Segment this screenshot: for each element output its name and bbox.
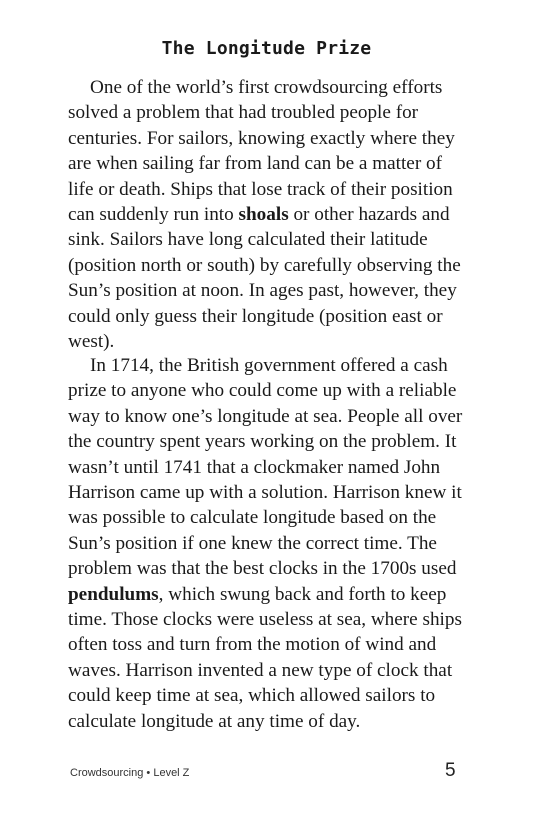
paragraph-2-text-b: , which swung back and forth to keep time. Those clocks were useless at sea, where ships often toss and turn from the motion of wind and waves. Harrison invented a new type of clock that could keep time at sea, which allowed sailors to calculate longitude at any time of day.: [68, 583, 462, 732]
footer-book-info: Crowdsourcing • Level Z: [70, 767, 190, 779]
paragraph-1-text-b: or other hazards and sink. Sailors have long calculated their latitude (position north or south) by carefully observing the Sun’s position at noon. In ages past, however, they could only guess their longitude (position east or west).: [68, 204, 461, 353]
paragraph-2-text-a: In 1714, the British government offered a cash prize to anyone who could come up with a reliable way to know one’s longitude at sea. People all over the country spent years working on the problem. It wasn’t until 1741 that a clockmaker named John Harrison came up with a solution. Harrison knew it was possible to calculate longitude based on the Sun’s position if one knew the correct time. The problem was that the best clocks in the 1700s used: [68, 355, 463, 580]
paragraph-1-text-a: One of the world’s first crowdsourcing efforts solved a problem that had troubled people for centuries. For sailors, knowing exactly where they are when sailing far from land can be a matter of life or death. Ships that lose track of their position can suddenly run into: [68, 77, 455, 226]
paragraph-1: [68, 75, 468, 354]
page-number: 5: [445, 760, 456, 781]
glossary-term-pendulums: pendulums: [68, 583, 159, 605]
page-title: The Longitude Prize: [161, 38, 372, 59]
paragraph-2: [68, 353, 468, 734]
glossary-term-shoals: shoals: [238, 204, 289, 226]
